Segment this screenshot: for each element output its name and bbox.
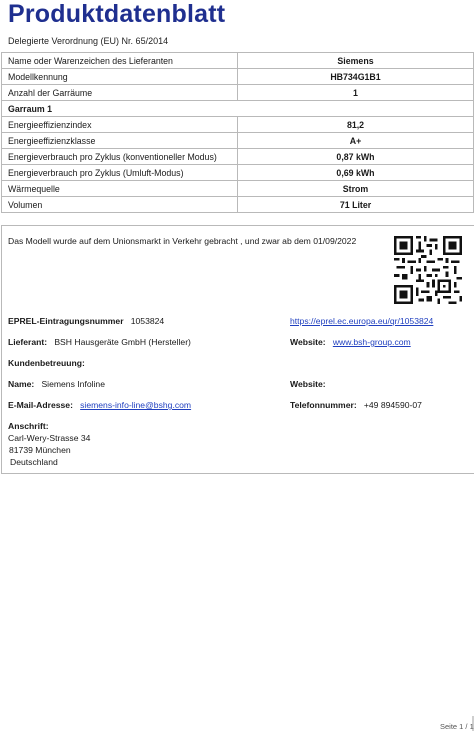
customer-service-heading: Kundenbetreuung: [8,358,85,368]
address-line: Deutschland [10,457,58,467]
spec-value: 0,69 kWh [238,165,474,181]
email-label: E-Mail-Adresse: [8,400,73,410]
spec-value: 1 [238,85,474,101]
spec-table [1,52,474,213]
table-row [2,165,474,181]
service-name-label: Name: [8,379,35,389]
supplier-label: Lieferant: [8,337,48,347]
spec-value: 81,2 [238,117,474,133]
spec-label: Volumen [2,197,238,213]
eprel-link[interactable]: https://eprel.ec.europa.eu/qr/1053824 [290,316,434,326]
eprel-number: 1053824 [130,316,165,326]
table-row [2,53,474,69]
supplier-website-link[interactable]: www.bsh-group.com [332,337,411,347]
table-row [2,149,474,165]
regulation-subtitle: Delegierte Verordnung (EU) Nr. 65/2014 [8,36,169,46]
supplier-website-label: Website: [290,337,326,347]
service-phone-row [290,400,422,410]
address-line: 81739 München [9,445,71,455]
qr-code-icon[interactable] [394,236,462,304]
service-name-row [8,379,105,389]
page-number: Seite 1 / 1 [440,722,474,731]
eprel-row [8,316,164,326]
table-row [2,133,474,149]
spec-label: Energieeffizienzindex [2,117,238,133]
spec-value: 71 Liter [238,197,474,213]
market-placement-text: Das Modell wurde auf dem Unionsmarkt in Verkehr gebracht , und zwar ab dem 01/09/2022 [8,236,357,246]
table-row [2,181,474,197]
phone-label: Telefonnummer: [290,400,357,410]
email-link[interactable]: siemens-info-line@bshg.com [80,400,192,410]
spec-label: Wärmequelle [2,181,238,197]
spec-label: Energieeffizienzklasse [2,133,238,149]
address-label: Anschrift: [8,421,49,431]
service-email-row [8,400,191,410]
spec-label: Energieverbrauch pro Zyklus (konventioneller Modus) [2,149,238,165]
spec-value: 0,87 kWh [238,149,474,165]
spec-value: A+ [238,133,474,149]
spec-value: Siemens [238,53,474,69]
spec-value: HB734G1B1 [238,69,474,85]
spec-label: Modellkennung [2,69,238,85]
supplier-row [8,337,191,347]
page-title: Produktdatenblatt [8,0,226,28]
phone-number: +49 894590-07 [363,400,422,410]
table-row [2,85,474,101]
spec-label: Name oder Warenzeichen des Lieferanten [2,53,238,69]
supplier-name: BSH Hausgeräte GmbH (Hersteller) [54,337,191,347]
service-website-label: Website: [290,379,326,389]
address-line: Carl-Wery-Strasse 34 [8,433,91,443]
eprel-label: EPREL-Eintragungsnummer [8,316,124,326]
table-section-row [2,101,474,117]
service-name: Siemens Infoline [41,379,105,389]
table-row [2,197,474,213]
section-label: Garraum 1 [2,101,474,117]
spec-value: Strom [238,181,474,197]
table-row [2,117,474,133]
table-row [2,69,474,85]
spec-label: Anzahl der Garräume [2,85,238,101]
supplier-website-row [290,337,411,347]
spec-label: Energieverbrauch pro Zyklus (Umluft-Modus) [2,165,238,181]
